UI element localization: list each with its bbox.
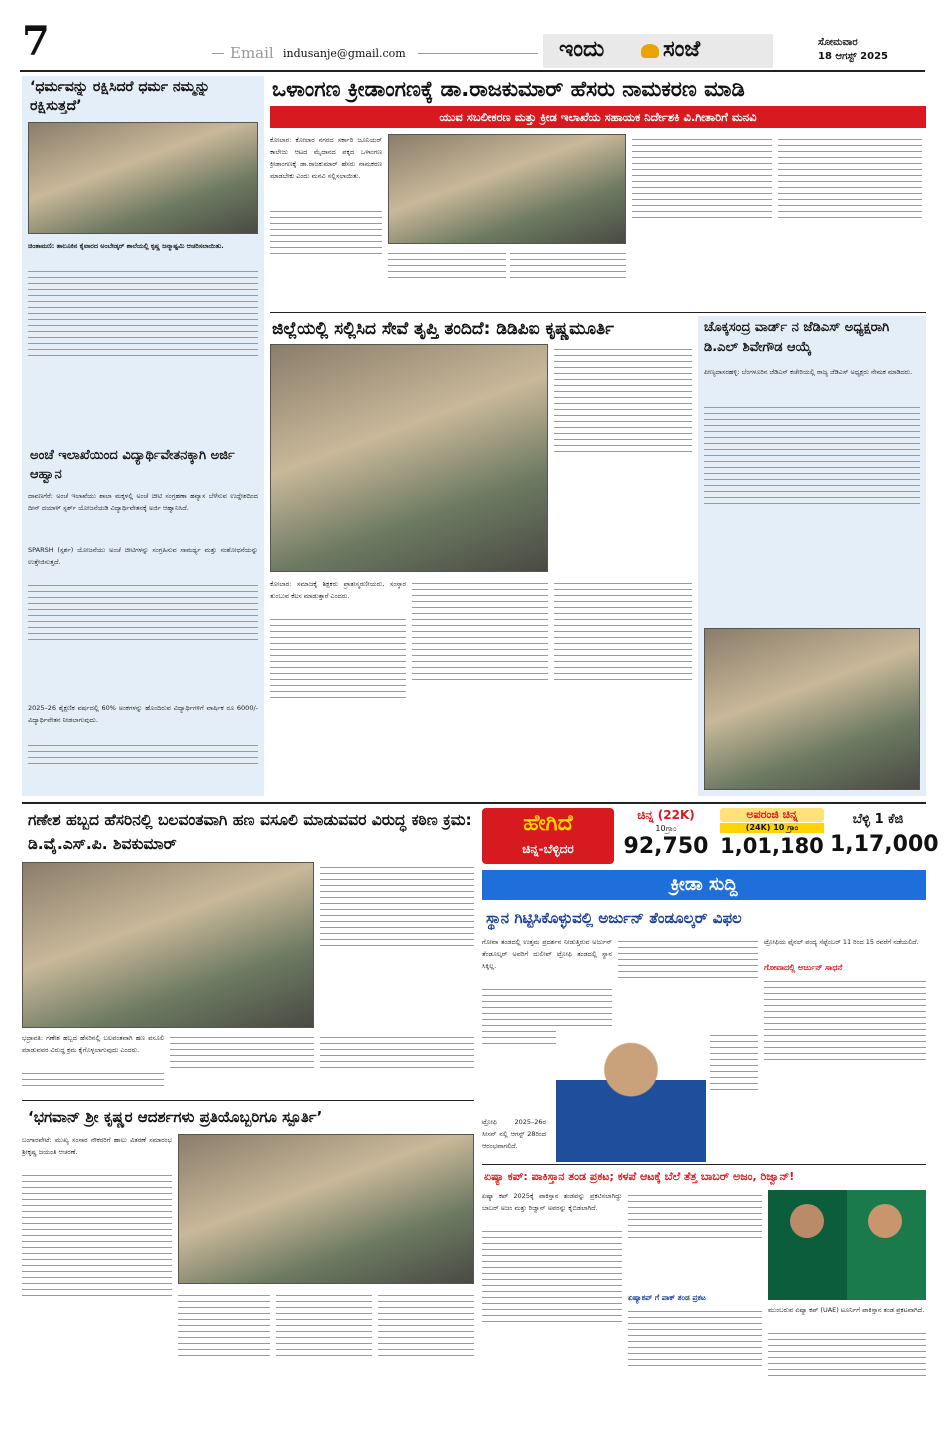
- sports-rule: [482, 1164, 926, 1165]
- gold-title-box: [482, 808, 614, 864]
- mid-lead: ಕೋಲಾರ: ಸಮಾಜಕ್ಕೆ ಶಿಕ್ಷಕರು ಪ್ರಾತಃಸ್ಮರಣೀಯರು, ಸಂಸ್ಕಾರ ತುಂಬುವ ಕೆಲಸ ಮಾಡುತ್ತಾರೆ ಎಂದರು.: [270, 580, 406, 600]
- masthead-bottom-rule: [20, 70, 925, 72]
- left-second-headline: ಅಂಚೆ ಇಲಾಖೆಯಿಂದ ವಿದ್ಯಾರ್ಥಿವೇತನಕ್ಕಾಗಿ ಅರ್ಜಿ ಆಹ್ವಾನ: [30, 448, 235, 482]
- krishna-col1-lines: [22, 1170, 172, 1432]
- left-year-note: 2025–26 ಶೈಕ್ಷಣಿಕ ವರ್ಷದಲ್ಲಿ 60% ಅಂಕಗಳನ್ನು ಹೊಂದಿರುವ ವಿದ್ಯಾರ್ಥಿಗಳಿಗೆ ವಾರ್ಷಿಕ ರೂ 6000/- ವಿದ್ಯಾರ್ಥಿವೇತನ ನೀಡಲಾಗುವುದು.: [28, 704, 258, 724]
- mid-col3-lines: [554, 578, 692, 794]
- top-lead: ಕೋಲಾರ: ಕೋಲಾರ ನಗರದ ಸರ್ಕಾರಿ ಜೂನಿಯರ್ ಕಾಲೇಜು ಆಟದ ಮೈದಾನದ ಪಕ್ಕದ ಒಳಾಂಗಣ ಕ್ರೀಡಾಂಗಣಕ್ಕೆ ಡಾ.ರಾಜಕುಮಾರ್ ಹೆಸರು ನಾಮಕರಣ ಮಾಡಬೇಕು ಎಂದು ಮನವಿ ಸಲ್ಲಿಸಲಾಯಿತು.: [270, 136, 382, 180]
- sports-col2-lines: [618, 936, 758, 1026]
- mid-page-rule: [22, 802, 926, 804]
- sports-trophy-note: ಟ್ರೋಫಿ 2025–26ರ ಸೀಸನ್ ನಲ್ಲಿ ಆಗಸ್ಟ್ 28ರಿಂದ ಆರಂಭವಾಗಲಿದೆ.: [482, 1118, 546, 1150]
- left-lead: ಚಿಂತಾಮಣಿ: ತಾಲೂಕಿನ ಕೈವಾರದ ಅಂಬೇಡ್ಕರ್ ಶಾಲೆಯಲ್ಲಿ ಕೃಷ್ಣ ಜನ್ಮಾಷ್ಟಮಿ ಆಚರಿಸಲಾಯಿತು.: [28, 242, 224, 250]
- left-headline: ‘ಧರ್ಮವನ್ನು ರಕ್ಷಿಸಿದರೆ ಧರ್ಮ ನಮ್ಮನ್ನು ರಕ್ಷಿಸುತ್ತದೆ’: [30, 79, 210, 114]
- date: 18 ಆಗಸ್ಟ್ 2025: [818, 51, 888, 62]
- mid-col1-lines: [270, 614, 406, 794]
- sports-player-photo: [556, 1030, 706, 1162]
- silver-box: [830, 808, 939, 864]
- sports-aside-lead: ಟ್ರೋಫಿಯ ಫೈನಲ್ ಪಂದ್ಯ ಸೆಪ್ಟೆಂಬರ್ 11 ರಿಂದ 15 ರವರೆಗೆ ನಡೆಯಲಿದೆ.: [764, 938, 919, 946]
- asia-photo: [768, 1190, 926, 1300]
- right-story-box: [698, 316, 926, 796]
- krishna-col2-lines: [178, 1290, 270, 1432]
- gold-title-bottom: ಚಿನ್ನ-ಬೆಳ್ಳಿದರ: [522, 842, 574, 856]
- right-headline: ಚೊಕ್ಕಸಂದ್ರ ವಾರ್ಡ್ ನ ಜೆಡಿಎಸ್ ಅಧ್ಯಕ್ಷರಾಗಿ ಡಿ.ಎಲ್ ಶಿವೇಗೌಡ ಆಯ್ಕೆ: [704, 320, 890, 355]
- ganesha-col3-lines: [320, 1032, 474, 1100]
- left-photo: [28, 122, 258, 234]
- logo-emblem-icon: [641, 44, 659, 58]
- left-sparsh: SPARSH (ಸ್ಪರ್ಶ) ಯೋಜನೆಯು ಅಂಚೆ ಚೀಟಿಗಳನ್ನು ಸಂಗ್ರಹಿಸುವ ಸಾಮರ್ಥ್ಯ ಮತ್ತು ಸಂಶೋಧನೆಯನ್ನು ಉತ್ತೇಜಿಸುತ್ತದೆ.: [28, 546, 258, 566]
- day: ಸೋಮವಾರ: [818, 37, 858, 48]
- logo-left: ಇಂದು: [559, 37, 605, 62]
- page-number: 7: [22, 18, 50, 65]
- sports-band-title: ಕ್ರೀಡಾ ಸುದ್ದಿ: [670, 874, 738, 895]
- asia-subhead: ಏಷ್ಯಾಕಪ್ ಗೆ ಪಾಕ್ ತಂಡ ಪ್ರಕಟ: [628, 1293, 706, 1302]
- top-col5-lines: [778, 134, 922, 308]
- krishna-col4-lines: [378, 1290, 474, 1432]
- silver-price: 1,17,000: [830, 832, 939, 857]
- top-headline: ಒಳಾಂಗಣ ಕ್ರೀಡಾಂಗಣಕ್ಕೆ ಡಾ.ರಾಜಕುಮಾರ್ ಹೆಸರು ನಾಮಕರಣ ಮಾಡಿ: [272, 77, 745, 101]
- asia-col1-lines: [482, 1226, 622, 1432]
- gold-24k-unit: (24K) 10 ಗ್ರಾಂ: [720, 823, 824, 833]
- sports-col3-lines: [764, 976, 926, 1162]
- gold-22k-price: 92,750: [623, 834, 709, 859]
- mid-photo: [270, 344, 548, 572]
- krishna-col3-lines: [276, 1290, 372, 1432]
- masthead-rule: [418, 53, 538, 54]
- sports-band: [482, 870, 926, 900]
- sports-lead: ಗೋವಾ ತಂಡದಲ್ಲಿ ಉತ್ತಮ ಪ್ರದರ್ಶನ ನೀಡುತ್ತಿರುವ ಅರ್ಜುನ್ ತೆಂಡೂಲ್ಕರ್ ಅವರಿಗೆ ದುಲೀಪ್ ಟ್ರೋಫಿ ತಂಡದಲ್ಲಿ ಸ್ಥಾನ ಸಿಕ್ಕಿಲ್ಲ.: [482, 938, 612, 970]
- top-col1-lines: [270, 206, 382, 306]
- asia-lead: ಏಷ್ಯಾ ಕಪ್ 2025ಕ್ಕೆ ಪಾಕಿಸ್ತಾನ ತಂಡವನ್ನು ಪ್ರಕಟಿಸಲಾಗಿದ್ದು ಬಾಬರ್ ಅಜಂ ಮತ್ತು ರಿಜ್ವಾನ್ ಅವರನ್ನು ಕೈಬಿಡಲಾಗಿದೆ.: [482, 1192, 622, 1212]
- ganesha-rule: [22, 1100, 474, 1101]
- krishna-lead: ಬಂಗಾರಪೇಟೆ: ಮುಖ್ಯ ಸಂಸಾರ ನೌಕರರಿಗೆ ಹಾಲು ವಿತರಣೆ ಸಮಾರಂಭ ಶ್ರೀಕೃಷ್ಣ ಜಯಂತಿ ಆಚರಣೆ.: [22, 1136, 172, 1156]
- ganesha-col2-lines: [170, 1032, 314, 1100]
- left-text-lines-2: [28, 580, 258, 700]
- mid-col2-lines: [412, 578, 548, 794]
- gold-title-top: ಹೇಗಿದೆ: [523, 811, 573, 836]
- left-second-lead: ದಾವಣಗೆರೆ: ಅಂಚೆ ಇಲಾಖೆಯು ಶಾಲಾ ಮಕ್ಕಳಲ್ಲಿ ಅಂಚೆ ಚೀಟಿ ಸಂಗ್ರಹಣಾ ಹವ್ಯಾಸ ಬೆಳೆಸುವ ಉದ್ದೇಶದಿಂದ ದೀನ್ ದಯಾಳ್ ಸ್ಪರ್ಶ್ ಯೋಜನೆಯಡಿ ವಿದ್ಯಾರ್ಥಿವೇತನಕ್ಕೆ ಅರ್ಜಿ ಆಹ್ವಾನಿಸಿದೆ.: [28, 492, 258, 512]
- left-text-lines-3: [28, 740, 258, 792]
- email-rule-left: [212, 53, 224, 54]
- silver-label: ಬೆಳ್ಳಿ 1 ಕೆಜಿ: [852, 812, 904, 827]
- email-address[interactable]: indusanje@gmail.com: [283, 47, 406, 60]
- asia-headline: ಏಷ್ಯಾ ಕಪ್: ಪಾಕಿಸ್ತಾನ ತಂಡ ಪ್ರಕಟ; ಕಳಪೆ ಆಟಕ್ಕೆ ಬೆಲೆ ತೆತ್ತ ಬಾಬರ್ ಅಜಂ, ರಿಜ್ವಾನ್!: [484, 1170, 795, 1183]
- krishna-headline: ‘ಭಗವಾನ್ ಶ್ರೀ ಕೃಷ್ಣರ ಆದರ್ಶಗಳು ಪ್ರತಿಯೊಬ್ಬರಿಗೂ ಸ್ಪೂರ್ತಿ’: [28, 1108, 323, 1126]
- right-text-lines: [704, 402, 920, 622]
- email-label: Email: [230, 44, 274, 62]
- krishna-photo: [178, 1134, 474, 1284]
- left-text-lines: [28, 266, 258, 446]
- ganesha-headline: ಗಣೇಶ ಹಬ್ಬದ ಹೆಸರಿನಲ್ಲಿ ಬಲವಂತವಾಗಿ ಹಣ ವಸೂಲಿ ಮಾಡುವವರ ವಿರುದ್ಧ ಕಠಿಣ ಕ್ರಮ: ಡಿ.ವೈ.ಎಸ್.ಪಿ. ಶಿವಕುಮಾರ್: [28, 811, 472, 853]
- asia-col2b-lines: [628, 1306, 762, 1432]
- player-right-icon: [868, 1204, 902, 1238]
- asia-col2-lines: [628, 1190, 762, 1290]
- top-col4-lines: [632, 134, 772, 308]
- logo: [543, 34, 773, 68]
- mid-col-right-lines: [554, 344, 692, 572]
- gold-22k-box: [618, 808, 714, 864]
- top-col3-lines: [510, 248, 626, 308]
- top-photo: [388, 134, 626, 244]
- right-photo: [704, 628, 920, 790]
- left-column: [22, 76, 264, 796]
- gold-24k-price: 1,01,180: [720, 834, 824, 858]
- top-subhead-band: [270, 106, 926, 128]
- gold-24k-box: [716, 808, 828, 864]
- top-subhead: ಯುವ ಸಬಲೀಕರಣ ಮತ್ತು ಕ್ರೀಡ ಇಲಾಖೆಯ ಸಹಾಯಕ ನಿರ್ದೇಶಕಿ ವಿ.ಗೀತಾರಿಗೆ ಮನವಿ: [439, 110, 757, 124]
- top-story-rule: [270, 312, 926, 313]
- gold-22k-label: ಚಿನ್ನ (22K): [637, 808, 695, 822]
- gold-22k-unit: 10ಗ್ರಾಂ: [655, 824, 677, 833]
- mid-headline: ಜಿಲ್ಲೆಯಲ್ಲಿ ಸಲ್ಲಿಸಿದ ಸೇವೆ ತೃಪ್ತಿ ತಂದಿದೆ: ಡಿಡಿಪಿಐ ಕೃಷ್ಣಮೂರ್ತಿ: [272, 319, 614, 339]
- logo-right: ಸಂಜೆ: [663, 37, 701, 62]
- ganesha-photo: [22, 862, 314, 1028]
- right-lead: ಪೀಣ್ಯದಾಸರಹಳ್ಳಿ: ಬೆಂಗಳೂರಿನ ಜೆಡಿಎಸ್ ಕಚೇರಿಯಲ್ಲಿ ರಾಜ್ಯ ಜೆಡಿಎಸ್ ಅಧ್ಯಕ್ಷರು ನೇಮಕ ಮಾಡಿದರು.: [704, 368, 913, 376]
- gold-24k-label: ಅಪರಂಜಿ ಚಿನ್ನ: [720, 808, 824, 822]
- ganesha-col1-lines: [22, 1068, 164, 1100]
- top-col2-lines: [388, 248, 506, 308]
- masthead: [0, 0, 945, 72]
- asia-right-text: ಮುಂಬರುವ ಏಷ್ಯಾ ಕಪ್ (UAE) ಟೂರ್ನಿಗೆ ಪಾಕಿಸ್ತಾನ ತಂಡ ಪ್ರಕಟವಾಗಿದೆ.: [768, 1306, 925, 1314]
- sports-aside-title: ಗೋವಾದಲ್ಲಿ ಅರ್ಜುನ್ ಸಾಧನೆ: [764, 963, 843, 972]
- ganesha-col-right-lines: [320, 862, 474, 1032]
- player-left-icon: [790, 1204, 824, 1238]
- sports-col2b-lines: [710, 1030, 758, 1162]
- ganesha-lead: ಭದ್ರಾವತಿ: ಗಣೇಶ ಹಬ್ಬದ ಹೆಸರಿನಲ್ಲಿ ಬಲವಂತವಾಗಿ ಹಣ ವಸೂಲಿ ಮಾಡುವವರ ವಿರುದ್ಧ ಕ್ರಮ ಕೈಗೊಳ್ಳಲಾಗುವುದು ಎಂದರು.: [22, 1034, 164, 1054]
- sports-headline: ಸ್ಥಾನ ಗಿಟ್ಟಿಸಿಕೊಳ್ಳುವಲ್ಲಿ ಅರ್ಜುನ್ ತೆಂಡೂಲ್ಕರ್ ವಿಫಲ: [486, 909, 742, 927]
- asia-col3-lines: [768, 1328, 926, 1432]
